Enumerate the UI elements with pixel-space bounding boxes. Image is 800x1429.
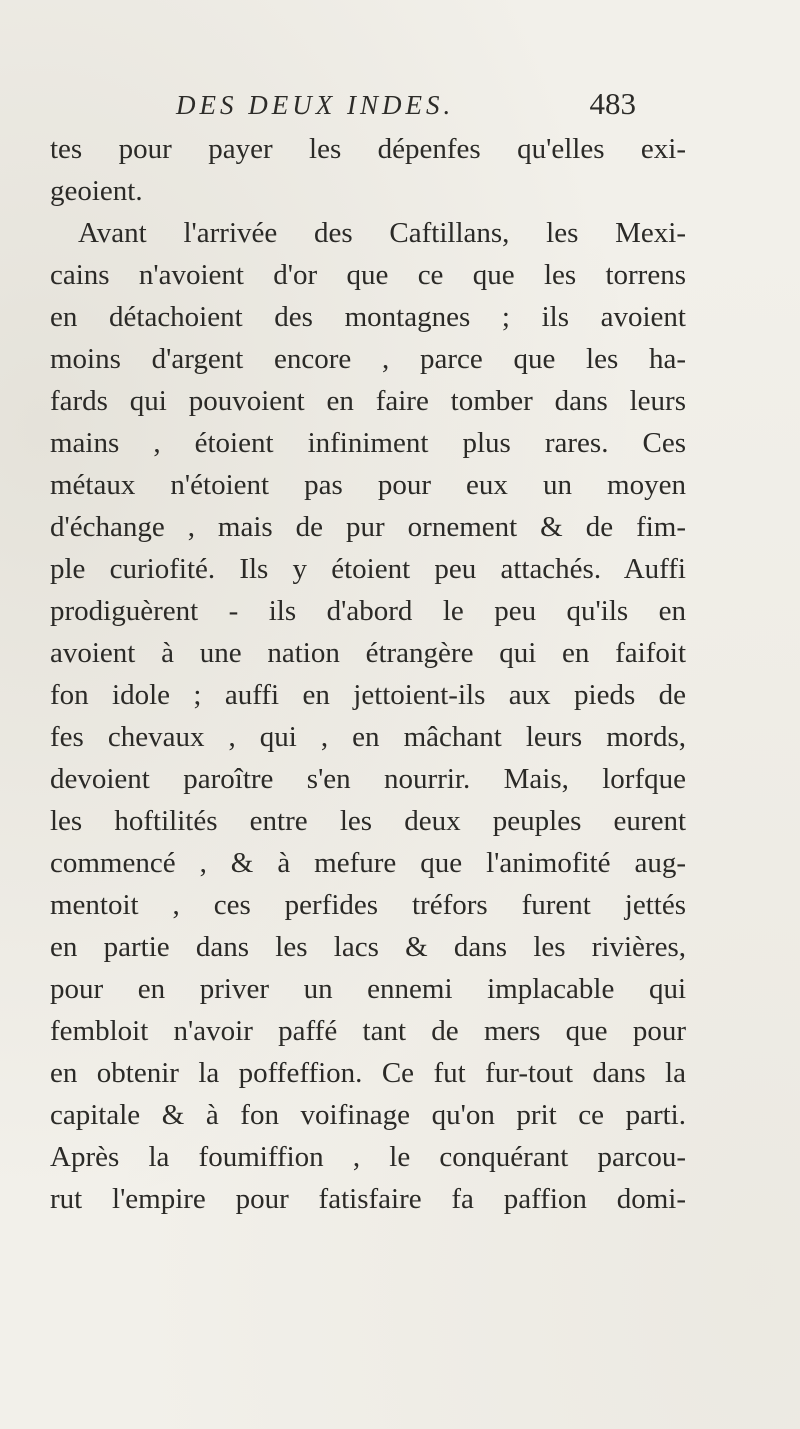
text-line: d'échange , mais de pur ornement & de fim- bbox=[50, 511, 686, 543]
text-line: les hoftilités entre les deux peuples eurent bbox=[50, 805, 686, 837]
text-line: en obtenir la poffeffion. Ce fut fur-tout dans la bbox=[50, 1057, 686, 1089]
paragraph-first-line: Avant l'arrivée des Caftillans, les Mexi- bbox=[78, 217, 686, 249]
text-line: cains n'avoient d'or que ce que les torrens bbox=[50, 259, 686, 291]
text-line: ple curiofité. Ils y étoient peu attachés. Auffi bbox=[50, 553, 686, 585]
text-line: geoient. bbox=[50, 175, 143, 207]
text-line: fes chevaux , qui , en mâchant leurs mords, bbox=[50, 721, 686, 753]
text-line: métaux n'étoient pas pour eux un moyen bbox=[50, 469, 686, 501]
text-line: commencé , & à mefure que l'animofité aug- bbox=[50, 847, 686, 879]
text-line: Après la foumiffion , le conquérant parcou- bbox=[50, 1141, 686, 1173]
text-line: fon idole ; auffi en jettoient-ils aux pieds de bbox=[50, 679, 686, 711]
running-title: DES DEUX INDES. bbox=[176, 90, 455, 120]
text-line: avoient à une nation étrangère qui en faifoit bbox=[50, 637, 686, 669]
text-line: pour en priver un ennemi implacable qui bbox=[50, 973, 686, 1005]
text-line: mentoit , ces perfides tréfors furent jettés bbox=[50, 889, 686, 921]
text-line: moins d'argent encore , parce que les ha- bbox=[50, 343, 686, 375]
text-line: prodiguèrent - ils d'abord le peu qu'ils en bbox=[50, 595, 686, 627]
text-line: mains , étoient infiniment plus rares. Ces bbox=[50, 427, 686, 459]
body-text bbox=[50, 128, 686, 1220]
page-number: 483 bbox=[589, 86, 636, 121]
text-line: devoient paroître s'en nourrir. Mais, lorfque bbox=[50, 763, 686, 795]
text-line: fembloit n'avoir paffé tant de mers que pour bbox=[50, 1015, 686, 1047]
text-line: rut l'empire pour fatisfaire fa paffion domi- bbox=[50, 1183, 686, 1215]
text-line: fards qui pouvoient en faire tomber dans leurs bbox=[50, 385, 686, 417]
running-head bbox=[176, 86, 636, 126]
text-line: capitale & à fon voifinage qu'on prit ce parti. bbox=[50, 1099, 686, 1131]
text-line: en détachoient des montagnes ; ils avoient bbox=[50, 301, 686, 333]
text-line: tes pour payer les dépenfes qu'elles exi- bbox=[50, 133, 686, 165]
text-line: en partie dans les lacs & dans les rivières, bbox=[50, 931, 686, 963]
